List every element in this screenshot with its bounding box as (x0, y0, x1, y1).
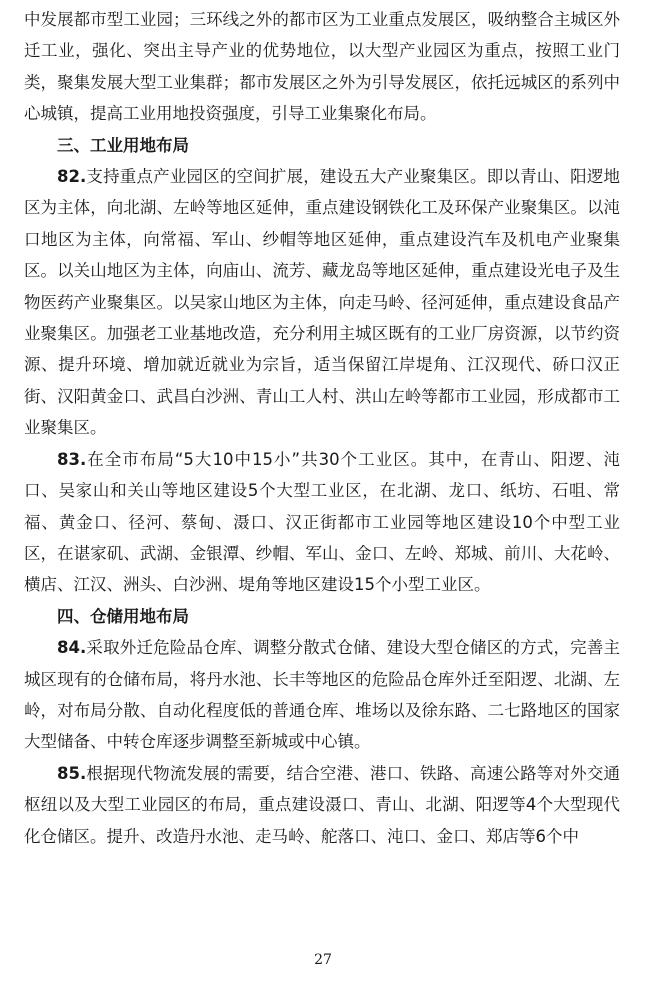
paragraph-number: 82. (57, 167, 87, 187)
paragraph-number: 85. (57, 763, 87, 783)
paragraph-83 (24, 444, 620, 601)
paragraph-number: 84. (57, 638, 87, 658)
body-text (24, 4, 620, 852)
paragraph-84 (24, 632, 620, 758)
paragraph-82 (24, 161, 620, 444)
section-heading-industrial-land: 三、工业用地布局 (57, 135, 189, 155)
section-heading-warehouse-land: 四、仓储用地布局 (57, 606, 189, 626)
paragraph-85 (24, 758, 620, 852)
paragraph-text: 在全市布局“5大10中15小”共30个工业区。其中，在青山、阳逻、沌口、吴家山和关山等地区建设5个大型工业区，在北湖、龙口、纸坊、石咀、常福、黄金口、径河、蔡甸、滠口、汉正街都市工业园等地区建设10个中型工业区，在谌家矶、武湖、金银潭、纱帽、军山、金口、左岭、郑城、前川、大花岭、横店、江汉、洲头、白沙洲、堤角等地区建设15个小型工业区。 (24, 449, 620, 595)
paragraph-number: 83. (57, 449, 87, 469)
paragraph-text: 采取外迁危险品仓库、调整分散式仓储、建设大型仓储区的方式，完善主城区现有的仓储布局，将丹水池、长丰等地区的危险品仓库外迁至阳逻、北湖、左岭，对布局分散、自动化程度低的普通仓库、堆场以及徐东路、二七路地区的国家大型储备、中转仓库逐步调整至新城或中心镇。 (24, 638, 620, 752)
paragraph-text: 支持重点产业园区的空间扩展，建设五大产业聚集区。即以青山、阳逻地区为主体，向北湖、左岭等地区延伸，重点建设钢铁化工及环保产业聚集区。以沌口地区为主体，向常福、军山、纱帽等地区延伸，重点建设汽车及机电产业聚集区。以关山地区为主体，向庙山、流芳、藏龙岛等地区延伸，重点建设光电子及生物医药产业聚集区。以吴家山地区为主体，向走马岭、径河延伸，重点建设食品产业聚集区。加强老工业基地改造，充分利用主城区既有的工业厂房资源，以节约资源、提升环境、增加就近就业为宗旨，适当保留江岸堤角、江汉现代、硚口汉正街、汉阳黄金口、武昌白沙洲、青山工人村、洪山左岭等都市工业园，形成都市工业聚集区。 (24, 167, 620, 438)
paragraph-continuation: 中发展都市型工业园；三环线之外的都市区为工业重点发展区，吸纳整合主城区外迁工业，强化、突出主导产业的优势地位，以大型产业园区为重点，按照工业门类，聚集发展大型工业集群；都市发展区之外为引导发展区，依托远城区的系列中心城镇，提高工业用地投资强度，引导工业集聚化布局。 (24, 10, 620, 124)
page-number: 27 (314, 952, 332, 968)
paragraph-text: 根据现代物流发展的需要，结合空港、港口、铁路、高速公路等对外交通枢纽以及大型工业园区的布局，重点建设滠口、青山、北湖、阳逻等4个大型现代化仓储区。提升、改造丹水池、走马岭、舵落口、沌口、金口、郑店等6个中 (24, 763, 620, 846)
